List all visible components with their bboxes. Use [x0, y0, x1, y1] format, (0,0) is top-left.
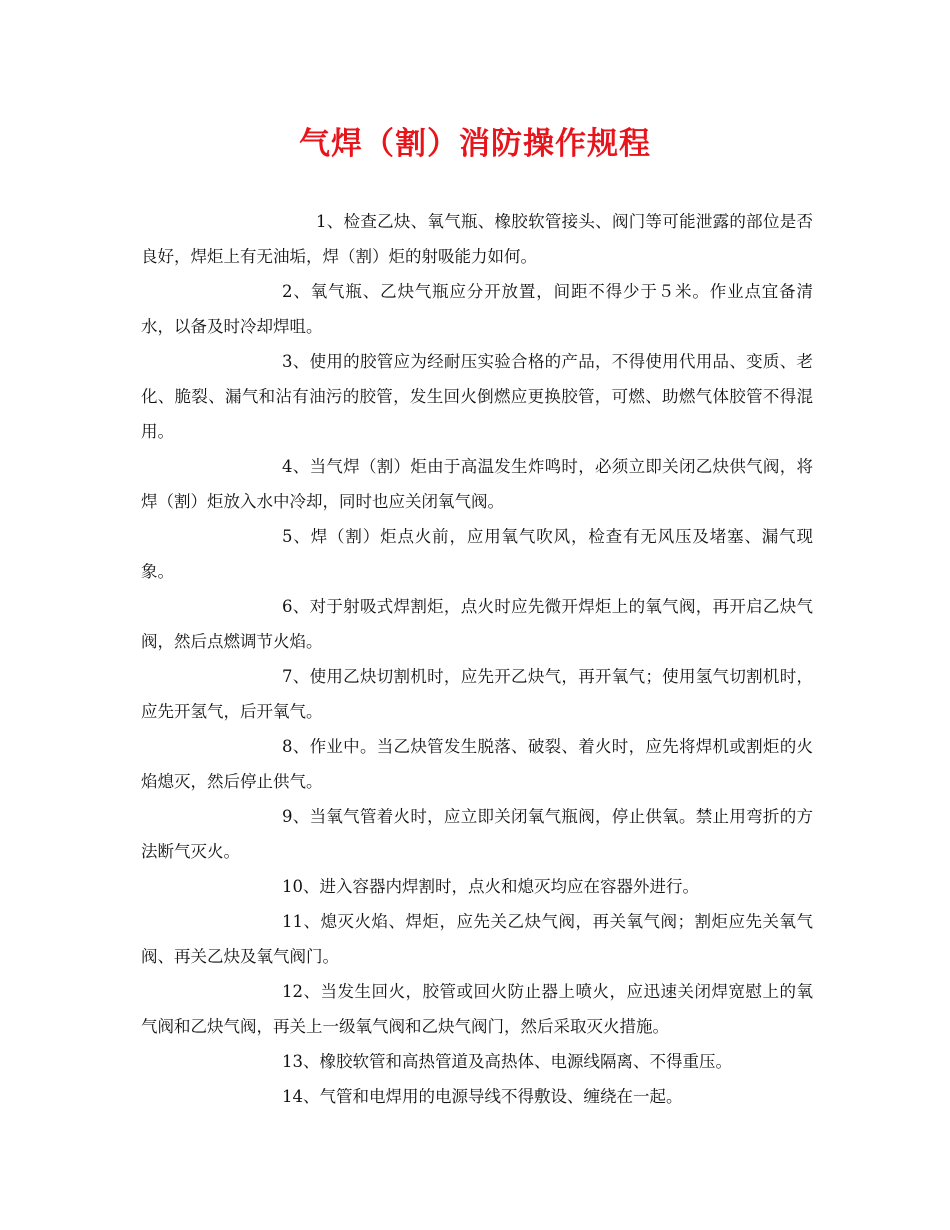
- paragraph-11: 11、熄灭火焰、焊炬，应先关乙炔气阀，再关氧气阀；割炬应先关氧气阀、再关乙炔及氧气阀门。: [141, 912, 813, 966]
- paragraph-6: 6、对于射吸式焊割炬，点火时应先微开焊炬上的氧气阀，再开启乙炔气阀，然后点燃调节火焰。: [141, 597, 813, 651]
- paragraph-3: 3、使用的胶管应为经耐压实验合格的产品，不得使用代用品、变质、老化、脆裂、漏气和沾有油污的胶管，发生回火倒燃应更换胶管，可燃、助燃气体胶管不得混用。: [141, 352, 813, 441]
- paragraph-4: 4、当气焊（割）炬由于高温发生炸鸣时，必须立即关闭乙炔供气阀，将焊（割）炬放入水中冷却，同时也应关闭氧气阀。: [141, 457, 813, 511]
- paragraph-9: 9、当氧气管着火时，应立即关闭氧气瓶阀，停止供氧。禁止用弯折的方法断气灭火。: [141, 807, 813, 861]
- paragraph-14: 14、气管和电焊用的电源导线不得敷设、缠绕在一起。: [282, 1087, 683, 1106]
- paragraph-1: 1、检查乙炔、氧气瓶、橡胶软管接头、阀门等可能泄露的部位是否良好，焊炬上有无油垢，焊（割）炬的射吸能力如何。: [141, 212, 813, 266]
- paragraph-12: 12、当发生回火，胶管或回火防止器上喷火，应迅速关闭焊宽慰上的氧气阀和乙炔气阀，再关上一级氧气阀和乙炔气阀门，然后采取灭火措施。: [141, 982, 813, 1036]
- paragraph-10: 10、进入容器内焊割时，点火和熄灭均应在容器外进行。: [282, 877, 699, 896]
- paragraph-7: 7、使用乙炔切割机时，应先开乙炔气，再开氧气；使用氢气切割机时，应先开氢气，后开氧气。: [141, 667, 813, 721]
- paragraph-2: 2、氧气瓶、乙炔气瓶应分开放置，间距不得少于５米。作业点宜备清水，以备及时冷却焊咀。: [141, 282, 813, 336]
- document-body: [141, 204, 813, 1114]
- paragraph-13: 13、橡胶软管和高热管道及高热体、电源线隔离、不得重压。: [282, 1052, 732, 1071]
- paragraph-5: 5、焊（割）炬点火前，应用氧气吹风，检查有无风压及堵塞、漏气现象。: [141, 527, 813, 581]
- document-title: 气焊（割）消防操作规程: [299, 126, 651, 162]
- paragraph-8: 8、作业中。当乙炔管发生脱落、破裂、着火时，应先将焊机或割炬的火焰熄灭，然后停止供气。: [141, 737, 813, 791]
